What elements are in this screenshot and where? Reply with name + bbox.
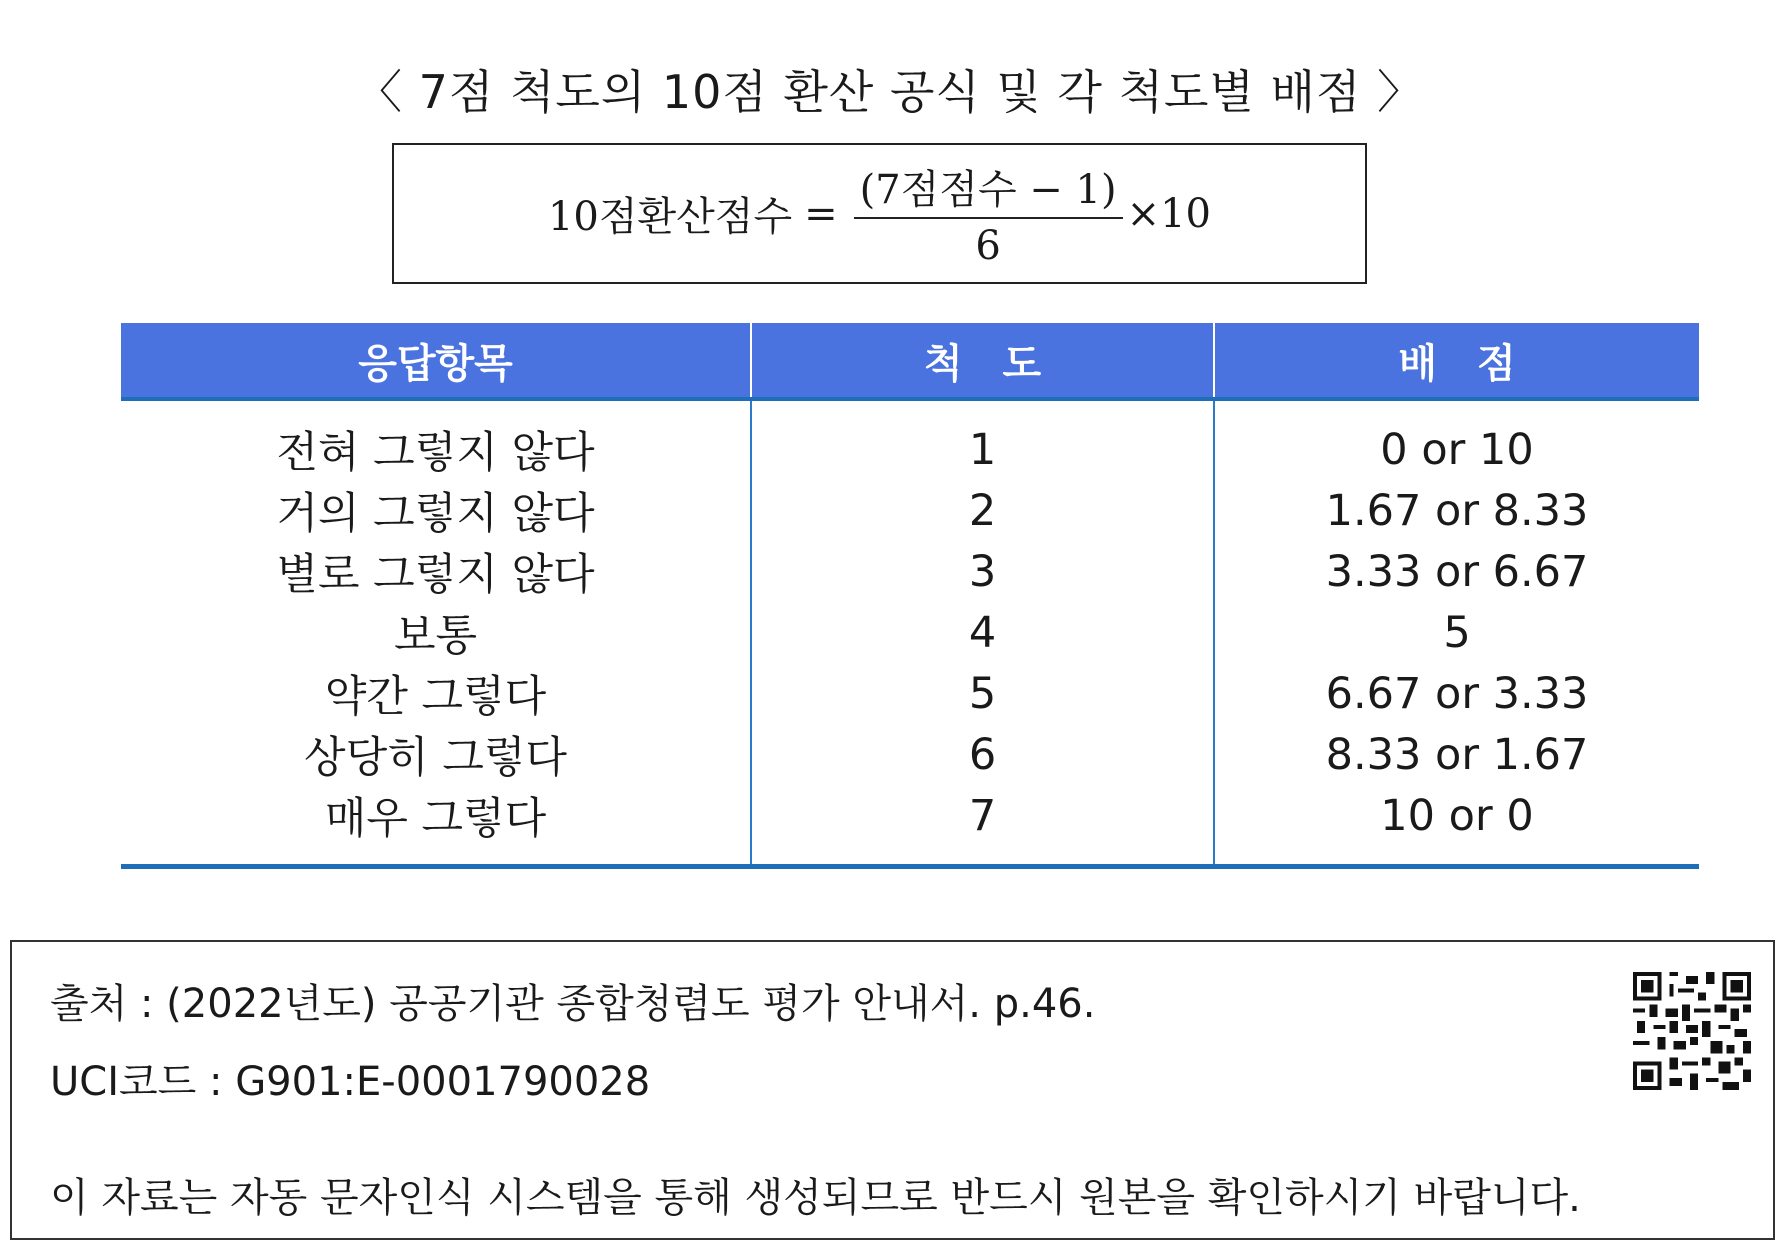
table-row bbox=[121, 785, 1699, 864]
cell-scale: 1 bbox=[751, 399, 1214, 480]
formula-fraction bbox=[854, 158, 1123, 269]
table-bottom-rule bbox=[121, 864, 1699, 869]
formula-multiplier: ×10 bbox=[1126, 190, 1212, 237]
header-scale: 척 도 bbox=[751, 323, 1214, 399]
cell-response: 보통 bbox=[393, 611, 478, 661]
table-row bbox=[121, 541, 1699, 602]
table-row bbox=[121, 602, 1699, 663]
header-response-item: 응답항목 bbox=[121, 323, 751, 399]
cell-response: 별로 그렇지 않다 bbox=[276, 550, 595, 600]
cell-points: 10 or 0 bbox=[1214, 785, 1699, 864]
table-row bbox=[121, 663, 1699, 724]
cell-scale: 6 bbox=[751, 724, 1214, 785]
cell-points: 6.67 or 3.33 bbox=[1214, 663, 1699, 724]
cell-scale: 3 bbox=[751, 541, 1214, 602]
formula-equals: = bbox=[804, 190, 838, 237]
uci-code: UCI코드 : G901:E-0001790028 bbox=[50, 1059, 651, 1105]
ocr-notice: 이 자료는 자동 문자인식 시스템을 통해 생성되므로 반드시 원본을 확인하시기 바랍니다. bbox=[50, 1175, 1581, 1221]
cell-scale: 5 bbox=[751, 663, 1214, 724]
qr-code-icon bbox=[1633, 972, 1751, 1090]
cell-points: 8.33 or 1.67 bbox=[1214, 724, 1699, 785]
page-title: 〈 7점 척도의 10점 환산 공식 및 각 척도별 배점 〉 bbox=[356, 65, 1424, 119]
table-row bbox=[121, 480, 1699, 541]
cell-response: 전혀 그렇지 않다 bbox=[276, 428, 595, 478]
score-table bbox=[121, 323, 1699, 869]
table-row bbox=[121, 399, 1699, 480]
cell-points: 5 bbox=[1214, 602, 1699, 663]
header-points: 배 점 bbox=[1214, 323, 1699, 399]
cell-response: 거의 그렇지 않다 bbox=[276, 489, 595, 539]
cell-points: 3.33 or 6.67 bbox=[1214, 541, 1699, 602]
source-citation: 출처 : (2022년도) 공공기관 종합청렴도 평가 안내서. p.46. bbox=[50, 981, 1096, 1027]
cell-response: 매우 그렇다 bbox=[324, 794, 547, 844]
cell-points: 1.67 or 8.33 bbox=[1214, 480, 1699, 541]
cell-response: 상당히 그렇다 bbox=[304, 733, 567, 783]
cell-scale: 4 bbox=[751, 602, 1214, 663]
formula-denominator: 6 bbox=[975, 223, 1001, 269]
cell-scale: 7 bbox=[751, 785, 1214, 864]
formula-box bbox=[392, 143, 1367, 284]
table-row bbox=[121, 724, 1699, 785]
cell-response: 약간 그렇다 bbox=[324, 672, 547, 722]
cell-points: 0 or 10 bbox=[1214, 399, 1699, 480]
cell-scale: 2 bbox=[751, 480, 1214, 541]
source-box bbox=[10, 940, 1775, 1240]
table-header-row bbox=[121, 323, 1699, 399]
formula-lhs: 10점환산점수 bbox=[547, 194, 793, 240]
formula-numerator: (7점점수 − 1) bbox=[854, 158, 1123, 219]
